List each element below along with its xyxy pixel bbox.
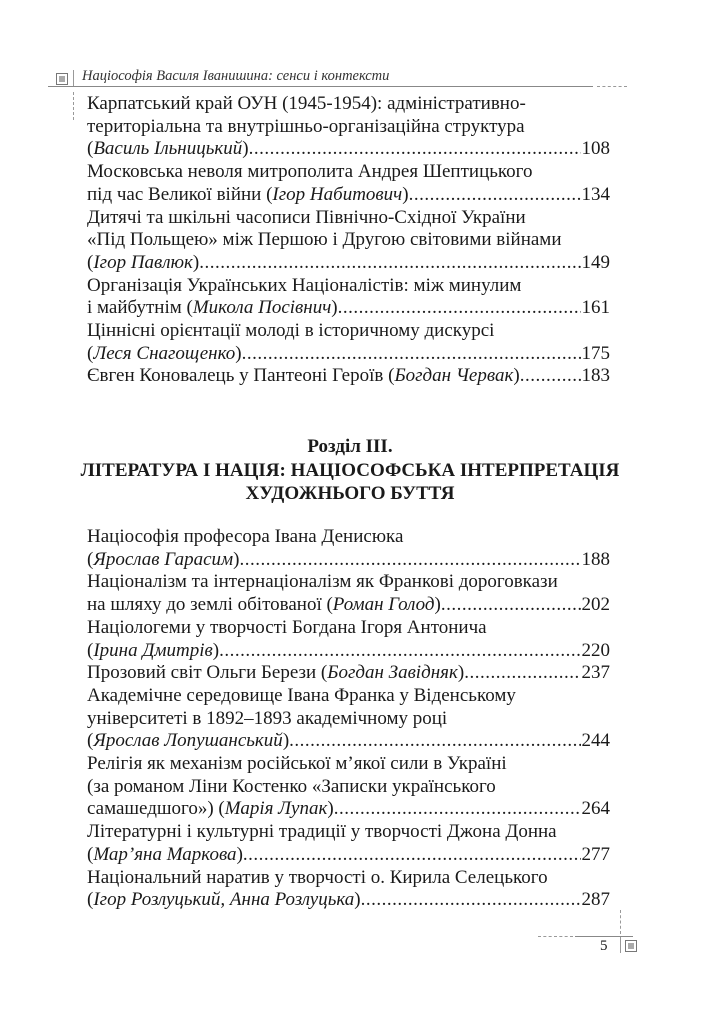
entry-title-text: ( bbox=[87, 548, 94, 570]
entry-page-number: 264 bbox=[581, 798, 610, 820]
entry-title-line: Національний наратив у творчості о. Кирила Селецького bbox=[87, 866, 548, 888]
entry-title-text: ( bbox=[87, 639, 94, 661]
entry-title-text: ( bbox=[87, 138, 94, 160]
entry-page-number: 108 bbox=[581, 138, 610, 160]
page-number: 5 bbox=[600, 938, 608, 954]
entry-title-line: Академічне середовище Івана Франка у Віденському bbox=[87, 684, 516, 706]
dot-leader bbox=[441, 594, 581, 617]
entry-title-line: «Під Польщею» між Першою і Другою світовими війнами bbox=[87, 229, 562, 251]
entry-author: Ірина Дмитрів bbox=[93, 639, 213, 661]
dot-leader bbox=[338, 297, 581, 320]
dot-leader bbox=[243, 844, 581, 867]
dot-leader bbox=[464, 662, 580, 685]
entry-author: Мар’яна Маркова bbox=[93, 843, 237, 865]
toc-entry[interactable] bbox=[87, 617, 610, 662]
toc-entry[interactable] bbox=[87, 753, 610, 821]
entry-title-line: університеті в 1892–1893 академічному році bbox=[87, 707, 448, 729]
closing-paren: ) bbox=[457, 662, 465, 684]
footer-divider bbox=[620, 910, 621, 934]
entry-page-number: 244 bbox=[581, 730, 610, 752]
entry-author: Василь Ільницький bbox=[93, 138, 243, 160]
entry-title-line: Організація Українських Націоналістів: між минулим bbox=[87, 274, 522, 296]
dot-leader bbox=[242, 343, 581, 366]
section-heading bbox=[60, 435, 640, 506]
entry-title-line: територіальна та внутрішньо-організаційна структура bbox=[87, 115, 525, 137]
entry-title-text: самашедшого») ( bbox=[87, 798, 225, 820]
entry-author: Леся Снагощенко bbox=[93, 342, 236, 364]
entry-last-line bbox=[87, 889, 610, 912]
entry-title-text: ( bbox=[87, 730, 94, 752]
entry-last-line bbox=[87, 343, 610, 366]
entry-author: Микола Посівнич bbox=[192, 297, 332, 319]
dot-leader bbox=[361, 889, 581, 912]
toc-entry[interactable] bbox=[87, 207, 610, 275]
closing-paren: ) bbox=[233, 548, 240, 570]
entry-last-line bbox=[87, 138, 610, 161]
entry-page-number: 149 bbox=[581, 251, 610, 273]
entry-page-number: 188 bbox=[581, 548, 610, 570]
entry-page-number: 161 bbox=[581, 297, 610, 319]
toc-list bbox=[87, 93, 610, 388]
footer-rule bbox=[575, 936, 633, 937]
entry-author: Богдан Завідняк bbox=[327, 662, 458, 684]
header-divider bbox=[73, 70, 74, 86]
entry-author: Ярослав Лопушанський bbox=[93, 730, 283, 752]
toc-entry[interactable] bbox=[87, 662, 610, 685]
toc-entry[interactable] bbox=[87, 571, 610, 616]
footer-divider bbox=[620, 937, 621, 953]
entry-author: Роман Голод bbox=[332, 594, 435, 616]
entry-title-line: Ціннісні орієнтації молоді в історичному дискурсі bbox=[87, 320, 495, 342]
closing-paren: ) bbox=[331, 297, 338, 319]
toc-entry[interactable] bbox=[87, 275, 610, 320]
toc-entry[interactable] bbox=[87, 685, 610, 753]
entry-title-line: Націологеми у творчості Богдана Ігоря Антонича bbox=[87, 616, 487, 638]
entry-title-text: і майбутнім ( bbox=[87, 297, 193, 319]
entry-last-line bbox=[87, 662, 610, 685]
entry-title-line: Московська неволя митрополита Андрея Шептицького bbox=[87, 161, 533, 183]
header-rule bbox=[48, 86, 593, 87]
entry-title-text: Прозовий світ Ольги Берези ( bbox=[87, 662, 328, 684]
entry-last-line bbox=[87, 730, 610, 753]
closing-paren: ) bbox=[327, 798, 334, 820]
closing-paren: ) bbox=[235, 342, 242, 364]
toc-entry[interactable] bbox=[87, 526, 610, 571]
entry-page-number: 134 bbox=[581, 183, 610, 205]
entry-title-line: Націоналізм та інтернаціоналізм як Франкові дороговкази bbox=[87, 571, 558, 593]
entry-author: Богдан Червак bbox=[394, 365, 514, 387]
footer-rule bbox=[538, 936, 573, 937]
toc-entry[interactable] bbox=[87, 320, 610, 365]
entry-page-number: 237 bbox=[581, 662, 610, 684]
header-rule bbox=[597, 86, 627, 87]
dot-leader bbox=[249, 138, 581, 161]
entry-last-line bbox=[87, 844, 610, 867]
entry-last-line bbox=[87, 798, 610, 821]
closing-paren: ) bbox=[212, 639, 220, 661]
header-ornament-icon bbox=[56, 73, 68, 85]
entry-last-line bbox=[87, 297, 610, 320]
closing-paren: ) bbox=[192, 251, 200, 273]
toc-list bbox=[87, 526, 610, 912]
toc-entry[interactable] bbox=[87, 93, 610, 161]
entry-title-line: Націософія професора Івана Денисюка bbox=[87, 526, 404, 547]
header-divider bbox=[73, 92, 74, 120]
closing-paren: ) bbox=[242, 138, 249, 160]
section-title: ХУДОЖНЬОГО БУТТЯ bbox=[245, 483, 455, 504]
entry-title-text: ( bbox=[87, 843, 94, 865]
toc-entry[interactable] bbox=[87, 365, 610, 388]
entry-page-number: 220 bbox=[581, 639, 610, 661]
closing-paren: ) bbox=[402, 183, 409, 205]
entry-title-text: ( bbox=[87, 251, 94, 273]
section-title: ЛІТЕРАТУРА І НАЦІЯ: НАЦІОСОФСЬКА ІНТЕРПРЕТАЦІЯ bbox=[80, 459, 620, 481]
toc-entry[interactable] bbox=[87, 161, 610, 206]
entry-last-line bbox=[87, 549, 610, 572]
entry-author: Ігор Розлуцький, Анна Розлуцька bbox=[93, 889, 355, 911]
entry-title-text: на шляху до землі обітованої ( bbox=[87, 594, 333, 616]
entry-author: Марія Лупак bbox=[224, 798, 328, 820]
closing-paren: ) bbox=[513, 365, 520, 387]
entry-title-line: (за романом Ліни Костенко «Записки українського bbox=[87, 775, 496, 797]
running-header: Націософія Василя Іванишина: сенси і контексти bbox=[82, 68, 390, 84]
entry-title-text: Євген Коновалець у Пантеоні Героїв ( bbox=[87, 365, 395, 387]
section-number: Розділ ІІІ. bbox=[307, 436, 393, 457]
entry-title-text: під час Великої війни ( bbox=[87, 183, 273, 205]
entry-last-line bbox=[87, 594, 610, 617]
entry-page-number: 175 bbox=[581, 342, 610, 364]
dot-leader bbox=[199, 252, 580, 275]
closing-paren: ) bbox=[354, 889, 361, 911]
entry-last-line bbox=[87, 365, 610, 388]
entry-title-line: Релігія як механізм російської м’якої сили в Україні bbox=[87, 753, 507, 775]
dot-leader bbox=[520, 365, 581, 388]
entry-page-number: 183 bbox=[581, 365, 610, 387]
entry-author: Ігор Набитович bbox=[272, 183, 403, 205]
entry-title-line: Літературні і культурні традиції у творчості Джона Донна bbox=[87, 821, 557, 843]
entry-page-number: 202 bbox=[581, 594, 610, 616]
footer-ornament-icon bbox=[625, 940, 637, 952]
toc-entry[interactable] bbox=[87, 821, 610, 866]
entry-last-line bbox=[87, 252, 610, 275]
entry-last-line bbox=[87, 184, 610, 207]
entry-page-number: 287 bbox=[581, 889, 610, 911]
entry-page-number: 277 bbox=[581, 843, 610, 865]
dot-leader bbox=[239, 549, 580, 572]
dot-leader bbox=[289, 730, 580, 753]
entry-title-text: ( bbox=[87, 889, 94, 911]
entry-author: Ігор Павлюк bbox=[93, 251, 193, 273]
entry-title-text: ( bbox=[87, 342, 94, 364]
dot-leader bbox=[219, 640, 580, 663]
entry-last-line bbox=[87, 640, 610, 663]
entry-title-line: Карпатський край ОУН (1945-1954): адміністративно- bbox=[87, 93, 526, 114]
dot-leader bbox=[334, 798, 581, 821]
dot-leader bbox=[409, 184, 581, 207]
entry-author: Ярослав Гарасим bbox=[93, 548, 234, 570]
closing-paren: ) bbox=[282, 730, 290, 752]
toc-entry[interactable] bbox=[87, 867, 610, 912]
entry-title-line: Дитячі та шкільні часописи Північно-Східної України bbox=[87, 206, 526, 228]
closing-paren: ) bbox=[236, 843, 243, 865]
closing-paren: ) bbox=[434, 594, 441, 616]
